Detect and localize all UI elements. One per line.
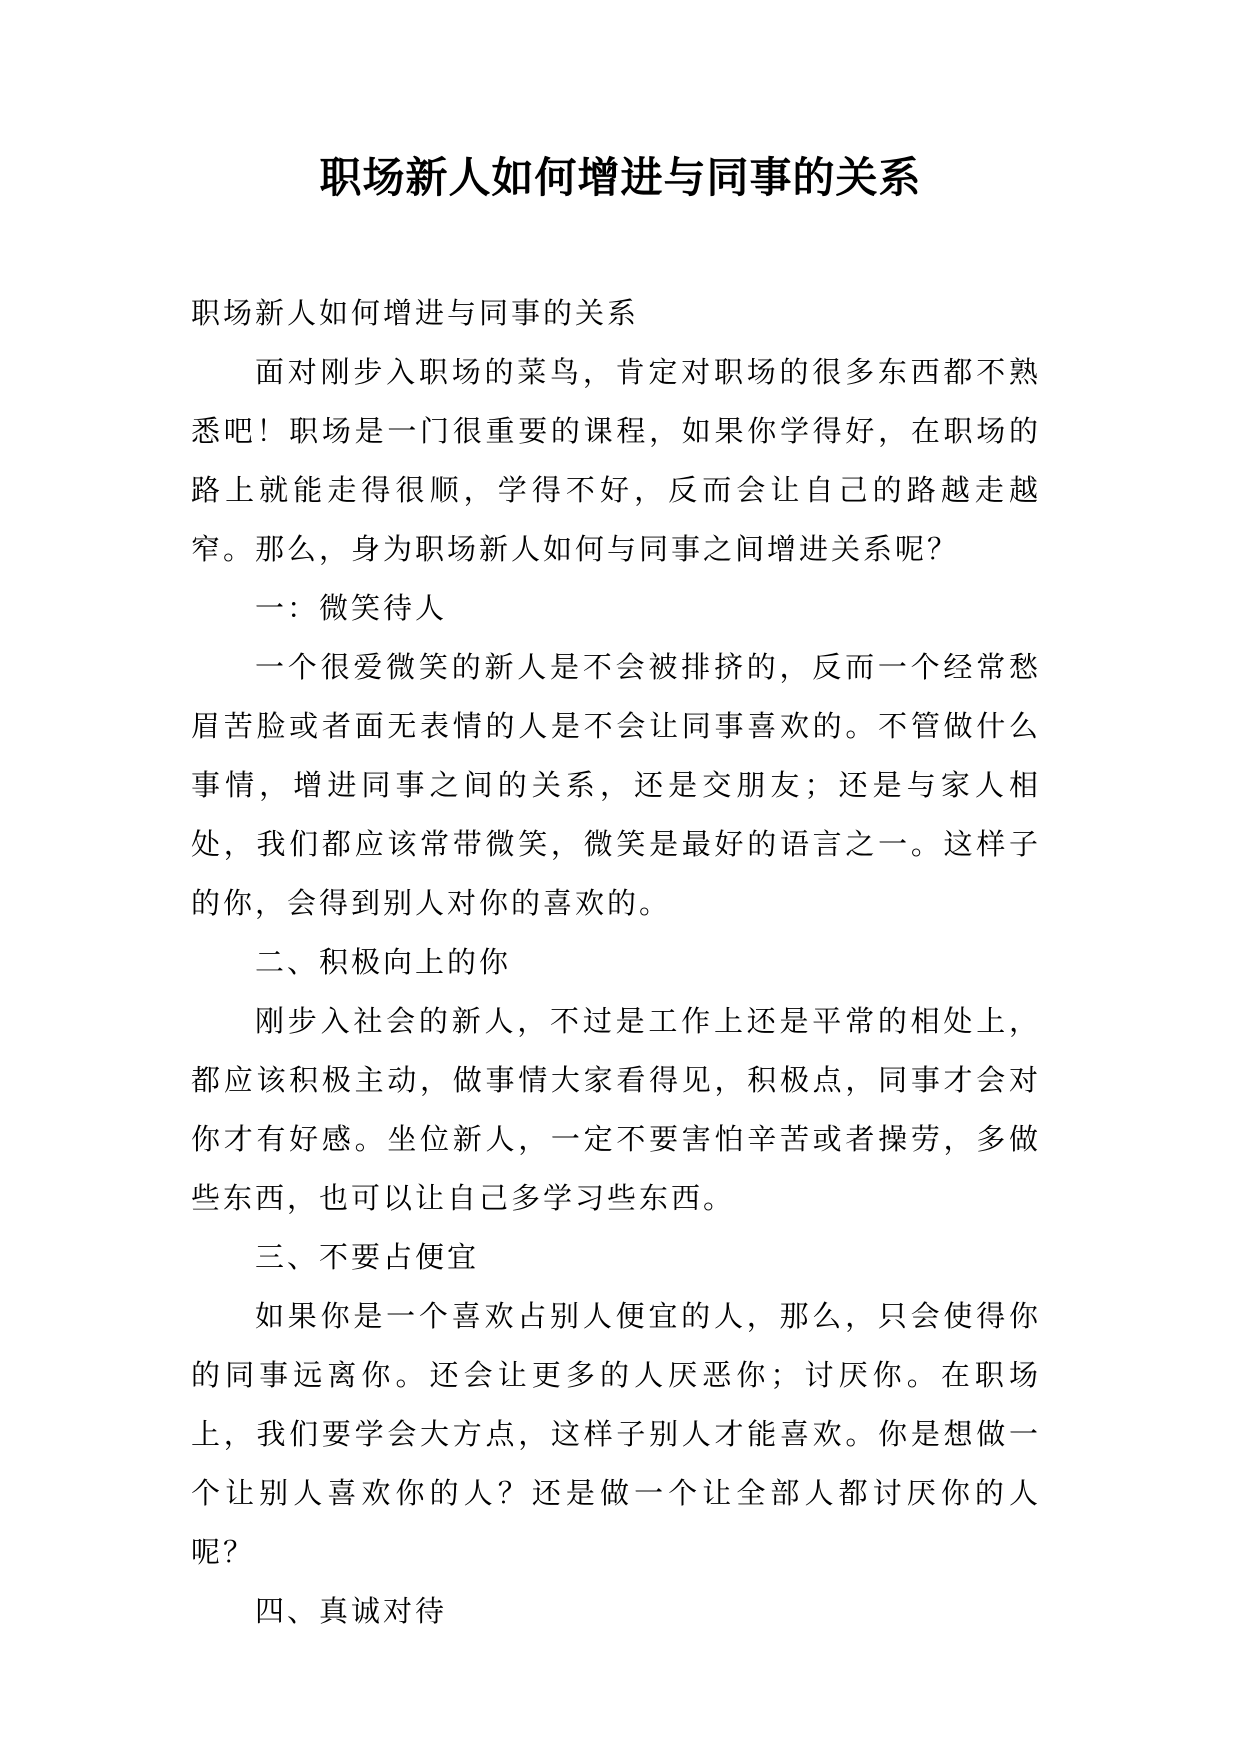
section-heading-2: 二、积极向上的你	[255, 945, 512, 979]
section-paragraph-3: 如果你是一个喜欢占别人便宜的人，那么，只会使得你的同事远离你。还会让更多的人厌恶你；讨厌你。在职场上，我们要学会大方点，这样子别人才能喜欢。你是想做一个让别人喜欢你的人？还是做一个让全部人都讨厌你的人呢？	[191, 1299, 1041, 1569]
section-paragraph-1: 一个很爱微笑的新人是不会被排挤的，反而一个经常愁眉苦脸或者面无表情的人是不会让同事喜欢的。不管做什么事情，增进同事之间的关系，还是交朋友；还是与家人相处，我们都应该常带微笑，微笑是最好的语言之一。这样子的你，会得到别人对你的喜欢的。	[191, 650, 1041, 920]
section-heading-4: 四、真诚对待	[255, 1594, 448, 1628]
document-title: 职场新人如何增进与同事的关系	[319, 153, 922, 202]
section-paragraph-2: 刚步入社会的新人，不过是工作上还是平常的相处上，都应该积极主动，做事情大家看得见，积极点，同事才会对你才有好感。坐位新人，一定不要害怕辛苦或者操劳，多做些东西，也可以让自己多学习些东西。	[191, 1004, 1041, 1215]
intro-paragraph: 面对刚步入职场的菜鸟，肯定对职场的很多东西都不熟悉吧！职场是一门很重要的课程，如果你学得好，在职场的路上就能走得很顺，学得不好，反而会让自己的路越走越窄。那么，身为职场新人如何与同事之间增进关系呢？	[191, 355, 1041, 566]
section-heading-1: 一：微笑待人	[255, 591, 448, 625]
body-heading: 职场新人如何增进与同事的关系	[191, 296, 640, 330]
document-body	[191, 284, 1041, 1641]
section-heading-3: 三、不要占便宜	[255, 1240, 480, 1274]
